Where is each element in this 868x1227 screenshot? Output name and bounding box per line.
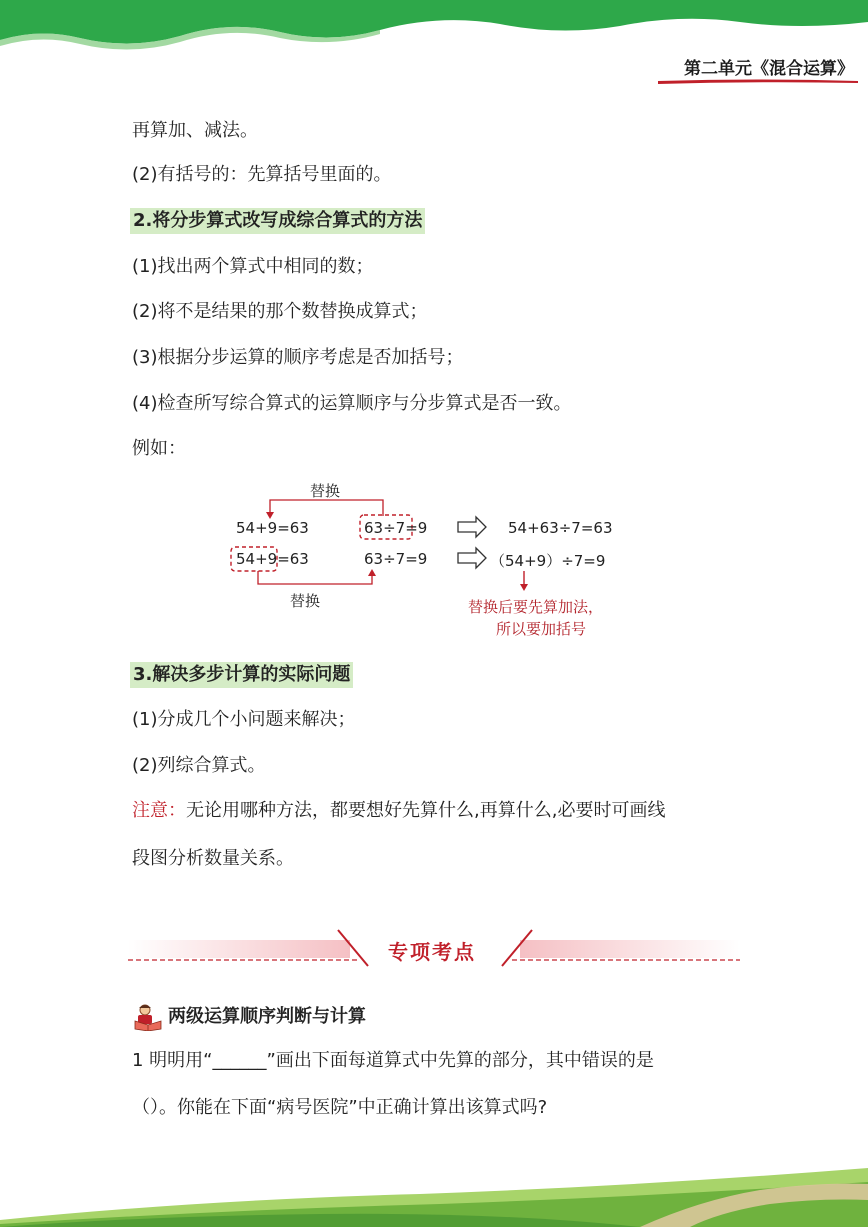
step-3: (3)根据分步运算的顺序考虑是否加括号；	[132, 347, 464, 368]
replace-label-bottom: 替换	[290, 592, 321, 610]
section3-item2: (2)列综合算式。	[132, 755, 266, 776]
row1-step1: 54+9=63	[236, 519, 309, 537]
reading-child-icon	[133, 1003, 163, 1031]
question-1-line2: （）。你能在下面“病号医院”中正确计算出该算式吗?	[132, 1097, 548, 1118]
step-2: (2)将不是结果的那个数替换成算式；	[132, 301, 428, 322]
row2-combined: （54+9）÷7=9	[490, 552, 606, 570]
heading-rewrite-method: 2.将分步算式改写成综合算式的方法	[130, 208, 425, 234]
row2-step1: 54+9=63	[236, 550, 309, 568]
question-1-line1: 1 明明用“______”画出下面每道算式中先算的部分，其中错误的是	[132, 1050, 654, 1071]
text-line-add-subtract: 再算加、减法。	[132, 120, 258, 141]
question-title: 两级运算顺序判断与计算	[168, 1006, 366, 1027]
row1-step2: 63÷7=9	[364, 519, 428, 537]
step-4: (4)检查所写综合算式的运算顺序与分步算式是否一致。	[132, 393, 572, 414]
diagram-note-line1: 替换后要先算加法，	[468, 598, 604, 616]
attention-note	[132, 798, 665, 824]
section3-item1: (1)分成几个小问题来解决；	[132, 709, 356, 730]
step-1: (1)找出两个算式中相同的数；	[132, 256, 374, 277]
row1-combined: 54+63÷7=63	[508, 519, 613, 537]
top-green-band	[0, 0, 868, 60]
attention-text: 无论用哪种方法，都要想好先算什么,再算什么,必要时可画线	[186, 800, 666, 821]
bottom-green-band	[0, 1160, 868, 1227]
row2-step2: 63÷7=9	[364, 550, 428, 568]
replacement-diagram	[228, 474, 648, 644]
attention-note-cont: 段图分析数量关系。	[132, 848, 294, 869]
diagram-note-line2: 所以要加括号	[496, 620, 587, 638]
section-title-special: 专项考点	[388, 940, 476, 964]
replace-label-top: 替换	[310, 482, 341, 500]
example-label: 例如：	[132, 438, 186, 459]
attention-label: 注意：	[132, 800, 186, 821]
unit-title-underline	[658, 78, 858, 84]
heading-multi-step: 3.解决多步计算的实际问题	[130, 662, 353, 688]
unit-title: 第二单元《混合运算》	[684, 59, 854, 79]
text-line-brackets: (2)有括号的：先算括号里面的。	[132, 164, 392, 185]
